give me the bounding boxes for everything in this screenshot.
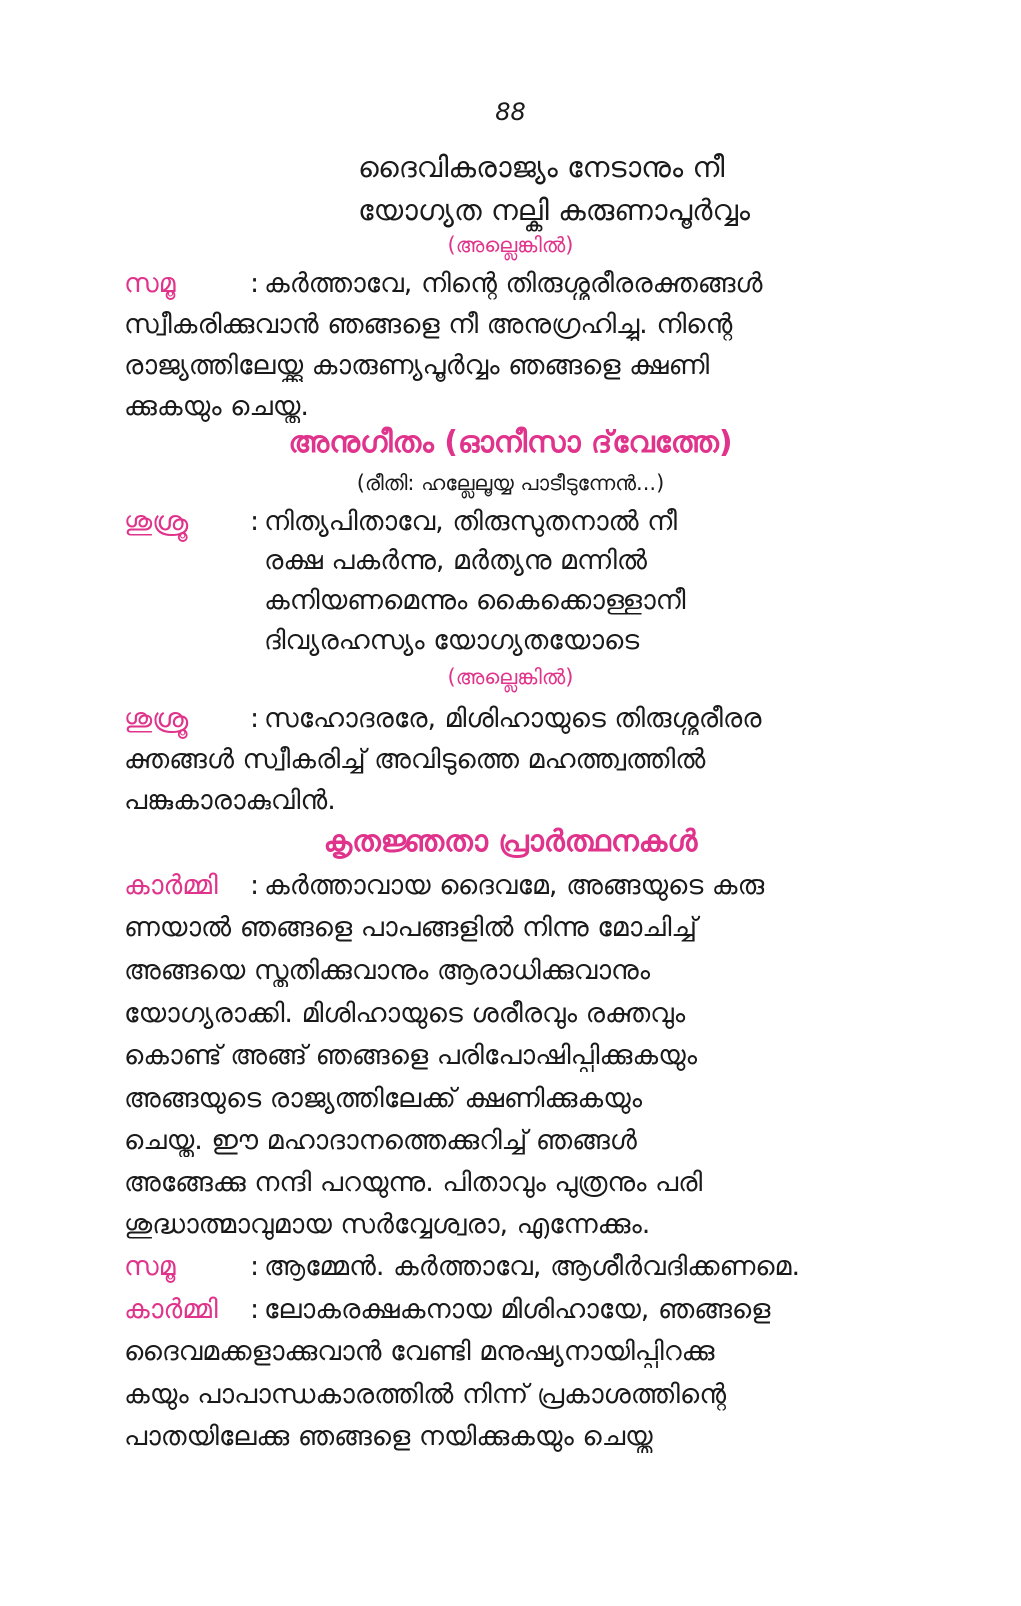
block6-line-1: ലോകരക്ഷകനായ മിശിഹായേ, ഞങ്ങളെ: [264, 1294, 771, 1325]
block1-line-1: കർത്താവേ, നിന്റെ തിരുശ്ശരീരരക്തങ്ങൾ: [264, 268, 763, 299]
block6-line-2: ദൈവമക്കളാക്കുവാൻ വേണ്ടി മനുഷ്യനായിപ്പിറക്കു: [124, 1336, 715, 1367]
block3-line-3: പങ്കുകാരാകുവിൻ.: [124, 785, 336, 816]
block3-line-1: സഹോദരരേ, മിശിഹായുടെ തിരുശ്ശരീരര: [264, 703, 762, 734]
block2-line-1: നിത്യപിതാവേ, തിരുസുതനാൽ നീ: [264, 506, 678, 537]
speaker-colon: :: [250, 506, 260, 537]
speaker-colon: :: [250, 870, 260, 901]
block5-line-1: ആമ്മേൻ. കർത്താവേ, ആശീർവദിക്കണമെ.: [264, 1251, 801, 1282]
speaker-colon: :: [250, 1294, 260, 1325]
block4-line-6: അങ്ങയുടെ രാജ്യത്തിലേക്ക് ക്ഷണിക്കുകയും: [124, 1083, 643, 1114]
block4-line-5: കൊണ്ട് അങ്ങ് ഞങ്ങളെ പരിപോഷിപ്പിക്കുകയും: [124, 1040, 698, 1071]
block4-line-8: അങ്ങേക്കു നന്ദി പറയുന്നു. പിതാവും പുത്രനും പരി: [124, 1167, 703, 1198]
block4-line-2: ണയാൽ ഞങ്ങളെ പാപങ്ങളിൽ നിന്നു മോചിച്ച്: [124, 912, 698, 943]
block4-line-9: ശുദ്ധാത്മാവുമായ സർവ്വേശ്വരാ, എന്നേക്കും.: [124, 1209, 651, 1240]
tune-note: (രീതി: ഹല്ലേലൂയ്യ പാടീടുന്നേൻ...): [356, 471, 665, 495]
page-number: 88: [495, 98, 526, 126]
speaker-colon: :: [250, 703, 260, 734]
hymn-a-line-2: യോഗ്യത നല്കി കരുണാപൂർവ്വം: [358, 193, 751, 227]
block2-line-2: രക്ഷ പകർന്നു, മർത്യനു മന്നിൽ: [264, 545, 647, 576]
block2-line-4: ദിവ്യരഹസ്യം യോഗ്യതയോടെ: [264, 625, 640, 656]
block3-line-2: ക്തങ്ങൾ സ്വീകരിച്ച് അവിടുത്തെ മഹത്ത്വത്തിൽ: [124, 744, 706, 775]
hymn-a-line-1: ദൈവികരാജ്യം നേടാനും നീ: [358, 150, 725, 184]
speaker-colon: :: [250, 1251, 260, 1282]
speaker-label-samoo-1: സമൂ: [124, 268, 176, 299]
speaker-label-karmmi-2: കാർമ്മി: [124, 1294, 218, 1325]
section-heading-thanksgiving-prayers: കൃതജ്ഞതാ പ്രാർത്ഥനകൾ: [323, 824, 698, 859]
speaker-label-shushroo-1: ശുശ്രൂ: [124, 506, 189, 537]
block4-line-3: അങ്ങയെ സ്തുതിക്കുവാനും ആരാധിക്കുവാനും: [124, 955, 651, 986]
alternative-note-1: (അല്ലെങ്കിൽ): [447, 233, 574, 257]
speaker-label-samoo-2: സമൂ: [124, 1251, 176, 1282]
block2-line-3: കനിയണമെന്നും കൈക്കൊള്ളാനീ: [264, 585, 686, 616]
speaker-label-karmmi-1: കാർമ്മി: [124, 870, 218, 901]
block4-line-1: കർത്താവായ ദൈവമേ, അങ്ങയുടെ കരു: [264, 870, 765, 901]
block6-line-4: പാതയിലേക്കു ഞങ്ങളെ നയിക്കുകയും ചെയ്ത: [124, 1421, 653, 1452]
section-heading-anugeetham: അനുഗീതം (ഓനീസാ ദ്‌വേത്തേ): [288, 425, 733, 460]
alternative-note-2: (അല്ലെങ്കിൽ): [447, 665, 574, 689]
block1-line-2: സ്വീകരിക്കുവാൻ ഞങ്ങളെ നീ അനുഗ്രഹിച്ചു. നിന്റെ: [124, 309, 733, 340]
block4-line-7: ചെയ്തു. ഈ മഹാദാനത്തെക്കുറിച്ച് ഞങ്ങൾ: [124, 1125, 637, 1156]
speaker-label-shushroo-2: ശുശ്രൂ: [124, 703, 189, 734]
block1-line-4: ക്കുകയും ചെയ്തു.: [124, 391, 309, 422]
block6-line-3: കയും പാപാന്ധകാരത്തിൽ നിന്ന് പ്രകാശത്തിന്റെ: [124, 1379, 727, 1410]
block4-line-4: യോഗ്യരാക്കി. മിശിഹായുടെ ശരീരവും രക്തവും: [124, 998, 686, 1029]
speaker-colon: :: [250, 268, 260, 299]
block1-line-3: രാജ്യത്തിലേയ്ക്കു കാരുണ്യപൂർവ്വം ഞങ്ങളെ ക്ഷണി: [124, 350, 710, 381]
